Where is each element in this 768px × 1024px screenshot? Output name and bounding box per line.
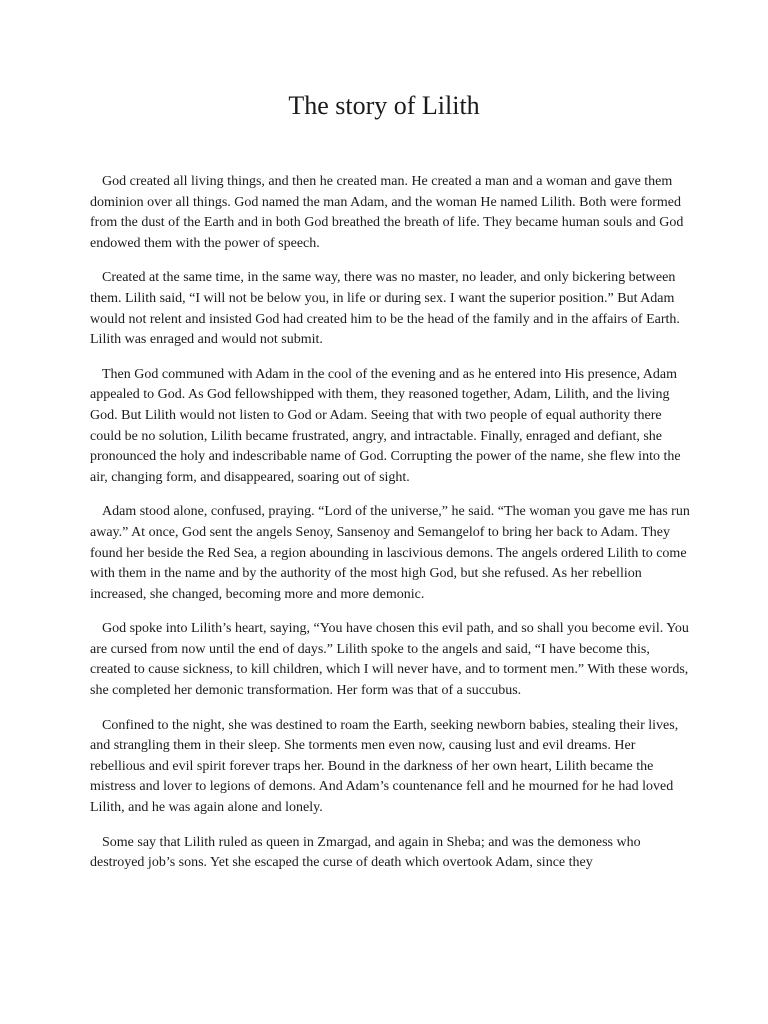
paragraph-4: Adam stood alone, confused, praying. “Lord of the universe,” he said. “The woman you gave me has run away.” At once, God sent the angels Senoy, Sansenoy and Semangelof to bring her back to Adam. They found her beside the Red Sea, a region abounding in lascivious demons. The angels ordered Lilith to come with them in the name and by the authority of the most high God, but she refused. As her rebellion increased, she changed, becoming more and more demonic. (90, 504, 690, 602)
paragraph-2: Created at the same time, in the same way, there was no master, no leader, and only bickering between them. Lilith said, “I will not be below you, in life or during sex. I want the superior position.” But Adam would not relent and insisted God had created him to be the head of the family and in the affairs of Earth. Lilith was enraged and would not submit. (90, 270, 680, 348)
paragraph-5: God spoke into Lilith’s heart, saying, “You have chosen this evil path, and so shall you become evil. You are cursed from now until the end of days.” Lilith spoke to the angels and said, “I have become this, created to cause sickness, to kill children, which I will never have, and to torment men.” With these words, she completed her demonic transformation. Her form was that of a succubus. (90, 621, 689, 699)
paragraph-1: God created all living things, and then he created man. He created a man and a woman and gave them dominion over all things. God named the man Adam, and the woman He named Lilith. Both were formed from the dust of the Earth and in both God breathed the breath of life. They became human souls and God endowed them with the power of speech. (90, 174, 684, 251)
paragraph-6: Confined to the night, she was destined to roam the Earth, seeking newborn babies, stealing their lives, and strangling them in their sleep. She torments men even now, causing lust and evil dreams. Her rebellious and evil spirit forever traps her. Bound in the darkness of her own heart, Lilith became the mistress and lover to legions of demons. And Adam’s countenance fell and he mourned for he had loved Lilith, and he was again alone and lonely. (90, 717, 679, 816)
document-body (90, 172, 690, 888)
paragraph-7: Some say that Lilith ruled as queen in Zmargad, and again in Sheba; and was the demoness who destroyed job’s sons. Yet she escaped the curse of death which overtook Adam, since they (90, 834, 641, 871)
document-title: The story of Lilith (288, 91, 480, 120)
paragraph-3: Then God communed with Adam in the cool of the evening and as he entered into His presence, Adam appealed to God. As God fellowshipped with them, they reasoned together, Adam, Lilith, and the living God. But Lilith would not listen to God or Adam. Seeing that with two people of equal authority there could be no solution, Lilith became frustrated, angry, and intractable. Finally, enraged and defiant, she pronounced the holy and indescribable name of God. Corrupting the power of the name, she flew into the air, changing form, and disappeared, soaring out of sight. (90, 366, 681, 485)
